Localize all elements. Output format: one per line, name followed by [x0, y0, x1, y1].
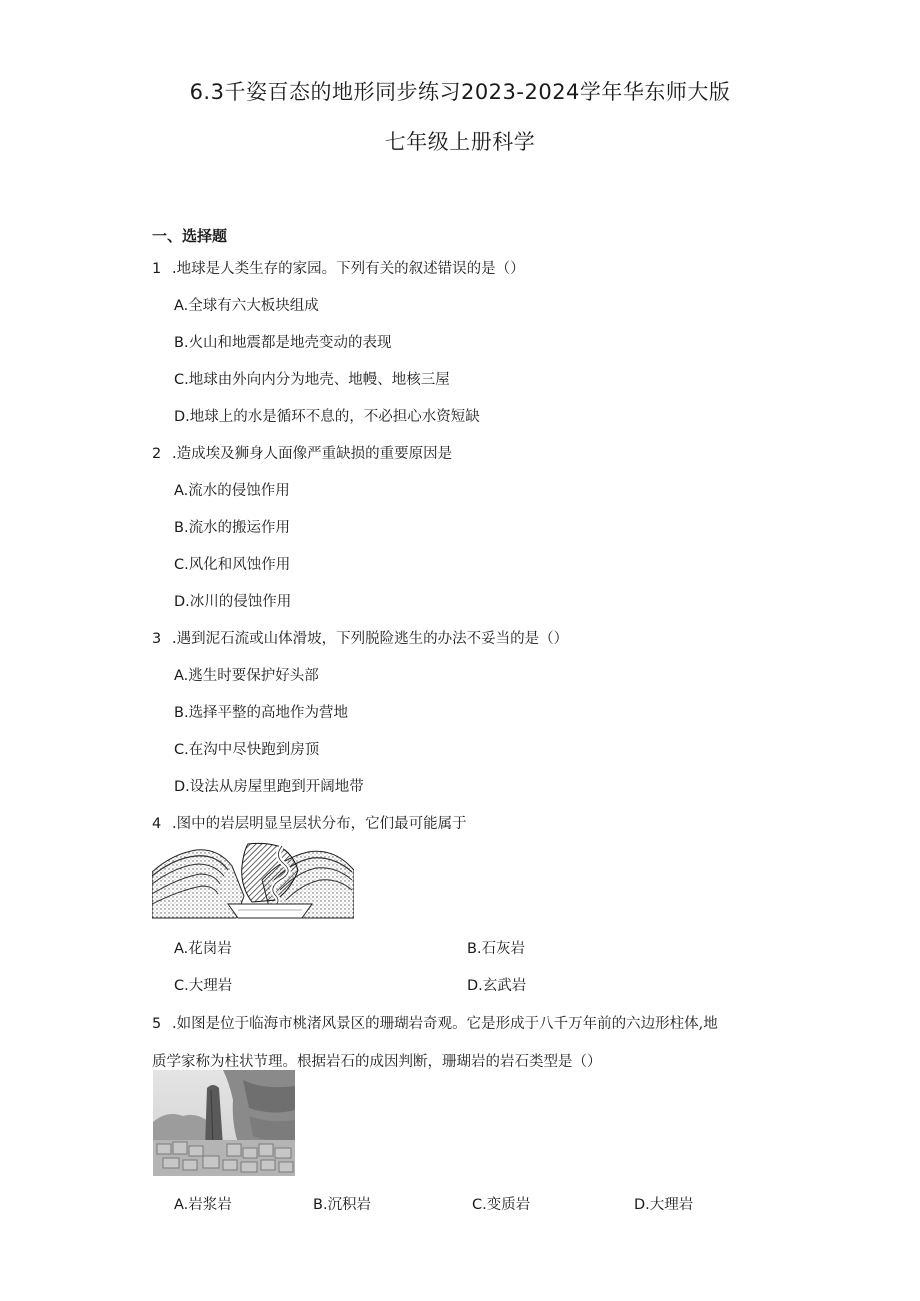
section-heading: 一、选择题: [152, 227, 228, 245]
question-text: .图中的岩层明显呈层状分布，它们最可能属于: [172, 816, 467, 832]
question-4: [152, 812, 467, 833]
q3-option-b: B.选择平整的高地作为营地: [174, 705, 349, 721]
question-text: .遇到泥石流或山体滑坡，下列脱险逃生的办法不妥当的是（）: [172, 631, 569, 647]
question-number: 3: [152, 631, 162, 647]
q2-option-c: C.风化和风蚀作用: [174, 557, 291, 573]
q2-option-a: A.流水的侵蚀作用: [174, 483, 290, 499]
question-text: .如图是位于临海市桃渚风景区的珊瑚岩奇观。它是形成于八千万年前的六边形柱体,地: [172, 1016, 718, 1032]
question-text: .造成埃及狮身人面像严重缺损的重要原因是: [172, 446, 453, 462]
q3-option-c: C.在沟中尽快跑到房顶: [174, 742, 320, 758]
q4-option-b: B.石灰岩: [467, 941, 526, 957]
rock-strata-figure: [152, 840, 354, 920]
question-1: [152, 257, 525, 278]
q1-option-c: C.地球由外向内分为地壳、地幔、地核三屋: [174, 372, 450, 388]
q1-option-b: B.火山和地震都是地壳变动的表现: [174, 335, 392, 351]
q4-option-c: C.大理岩: [174, 978, 233, 994]
question-2: [152, 442, 452, 463]
question-text: .地球是人类生存的家园。下列有关的叙述错误的是（）: [172, 261, 525, 277]
q4-option-a: A.花岗岩: [174, 941, 232, 957]
q5-option-d: D.大理岩: [634, 1197, 694, 1213]
q5-option-c: C.变质岩: [472, 1197, 531, 1213]
question-3: [152, 627, 568, 648]
q2-option-d: D.冰川的侵蚀作用: [174, 594, 292, 610]
question-number: 4: [152, 816, 162, 832]
q2-option-b: B.流水的搬运作用: [174, 520, 291, 536]
coral-rock-photo: [153, 1070, 295, 1176]
question-number: 2: [152, 446, 162, 462]
q5-option-a: A.岩浆岩: [174, 1197, 232, 1213]
question-5: [152, 1012, 718, 1033]
q1-option-d: D.地球上的水是循环不息的，不必担心水资短缺: [174, 409, 480, 425]
q4-option-d: D.玄武岩: [467, 978, 527, 994]
question-5-continuation: 质学家称为柱状节理。根据岩石的成因判断，珊瑚岩的岩石类型是（）: [152, 1054, 602, 1070]
question-number: 5: [152, 1016, 162, 1032]
document-title-line1: 6.3千姿百态的地形同步练习2023-2024学年华东师大版: [189, 80, 731, 104]
q3-option-a: A.逃生时要保护好头部: [174, 668, 319, 684]
q5-option-b: B.沉积岩: [313, 1197, 372, 1213]
q3-option-d: D.设法从房屋里跑到开阔地带: [174, 779, 364, 795]
question-number: 1: [152, 261, 162, 277]
q1-option-a: A.全球有六大板块组成: [174, 298, 319, 314]
document-title-line2: 七年级上册科学: [384, 130, 536, 154]
